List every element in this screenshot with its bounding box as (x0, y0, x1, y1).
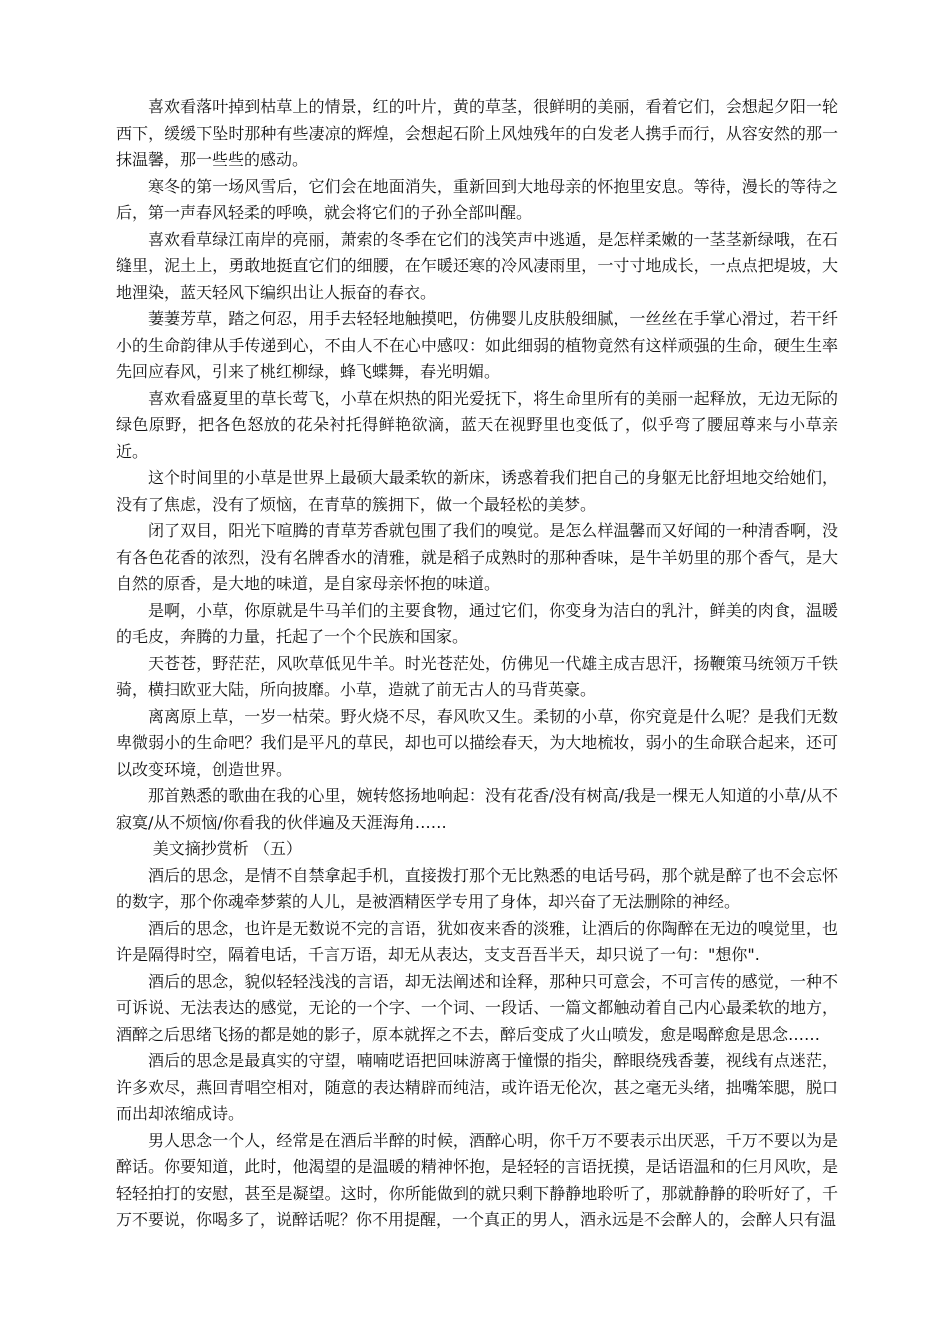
paragraph: 寒冬的第一场风雪后，它们会在地面消失，重新回到大地母亲的怀抱里安息。等待，漫长的等待之后，第一声春风轻柔的呼唤，就会将它们的子孙全部叫醒。 (116, 176, 838, 222)
paragraph: 是啊，小草，你原就是牛马羊们的主要食物，通过它们，你变身为洁白的乳汁，鲜美的肉食，温暖的毛皮，奔腾的力量，托起了一个个民族和国家。 (116, 600, 838, 646)
document-body (116, 94, 838, 1234)
paragraph: 这个时间里的小草是世界上最硕大最柔软的新床，诱惑着我们把自己的身躯无比舒坦地交给她们，没有了焦虑，没有了烦恼，在青草的簇拥下，做一个最轻松的美梦。 (116, 468, 838, 514)
paragraph: 喜欢看落叶掉到枯草上的情景，红的叶片，黄的草茎，很鲜明的美丽，看着它们，会想起夕阳一轮西下，缓缓下坠时那种有些凄凉的辉煌，会想起石阶上风烛残年的白发老人携手而行，从容安然的那一抹温馨，那一些些的感动。 (116, 97, 838, 169)
section-heading: 美文摘抄赏析 （五） (152, 839, 302, 858)
paragraph: 天苍苍，野茫茫，风吹草低见牛羊。时光苍茫处，仿佛见一代雄主成吉思汗，扬鞭策马统领万千铁骑，横扫欧亚大陆，所向披靡。小草，造就了前无古人的马背英豪。 (116, 653, 838, 699)
paragraph: 酒后的思念，也许是无数说不完的言语，犹如夜来香的淡雅，让酒后的你陶醉在无边的嗅觉里，也许是隔得时空，隔着电话，千言万语，却无从表达，支支吾吾半天，却只说了一句："想你". (116, 918, 838, 964)
paragraph: 那首熟悉的歌曲在我的心里，婉转悠扬地响起：没有花香/没有树高/我是一棵无人知道的小草/从不寂寞/从不烦恼/你看我的伙伴遍及天涯海角…… (116, 786, 838, 832)
paragraph: 喜欢看草绿江南岸的亮丽，萧索的冬季在它们的浅笑声中逃遁，是怎样柔嫩的一茎茎新绿哦，在石缝里，泥土上，勇敢地挺直它们的细腰，在乍暖还寒的冷风凄雨里，一寸寸地成长，一点点把堤坡，大地浬染，蓝天轻风下编织出让人振奋的春衣。 (116, 229, 838, 302)
paragraph: 酒后的思念，貌似轻轻浅浅的言语，却无法阐述和诠释，那种只可意会，不可言传的感觉，一种不可诉说、无法表达的感觉，无论的一个字、一个词、一段话、一篇文都触动着自己内心最柔软的地方，酒醉之后思绪飞扬的都是她的影子，原本就挥之不去，醉后变成了火山喷发，愈是喝醉愈是思念…… (116, 971, 838, 1044)
paragraph: 离离原上草，一岁一枯荣。野火烧不尽，春风吹又生。柔韧的小草，你究竟是什么呢？是我们无数卑微弱小的生命吧？我们是平凡的草民，却也可以描绘春天，为大地梳妆，弱小的生命联合起来，还可以改变环境，创造世界。 (116, 706, 838, 779)
paragraph: 酒后的思念，是情不自禁拿起手机，直接拨打那个无比熟悉的电话号码，那个就是醉了也不会忘怀的数字，那个你魂牵梦萦的人儿，是被酒精医学专用了身体，却兴奋了无法删除的神经。 (116, 865, 838, 911)
paragraph: 闭了双目，阳光下喧腾的青草芳香就包围了我们的嗅觉。是怎么样温馨而又好闻的一种清香啊，没有各色花香的浓烈，没有名牌香水的清雅，就是稻子成熟时的那种香味，是牛羊奶里的那个香气，是大自然的原香，是大地的味道，是自家母亲怀抱的味道。 (116, 521, 838, 593)
paragraph: 酒后的思念是最真实的守望，喃喃呓语把回味游离于憧憬的指尖，醉眼绕残香萋，视线有点迷茫，许多欢尽，燕回青唱空相对，随意的表达精辟而纯洁，或许语无伦次，甚之毫无头绪，拙嘴笨腮，脱口而出却浓缩成诗。 (116, 1051, 838, 1123)
paragraph: 喜欢看盛夏里的草长莺飞，小草在炽热的阳光爱抚下，将生命里所有的美丽一起释放，无边无际的绿色原野，把各色怒放的花朵衬托得鲜艳欲滴，蓝天在视野里也变低了，似乎弯了腰屈尊来与小草亲近。 (116, 388, 838, 461)
paragraph: 萋萋芳草，踏之何忍，用手去轻轻地触摸吧，仿佛婴儿皮肤般细腻，一丝丝在手掌心滑过，若干纤小的生命韵律从手传递到心，不由人不在心中感叹：如此细弱的植物竟然有这样顽强的生命，硬生生率先回应春风，引来了桃红柳绿，蜂飞蝶舞，春光明媚。 (116, 309, 838, 381)
paragraph: 男人思念一个人，经常是在酒后半醉的时候，酒醉心明，你千万不要表示出厌恶，千万不要以为是醉话。你要知道，此时，他渴望的是温暖的精神怀抱，是轻轻的言语抚摸，是话语温和的仨月风吹，是轻轻拍打的安慰，甚至是凝望。这时，你所能做到的就只剩下静静地聆听了，那就静静的聆听好了，千万不要说，你喝多了，说醉话呢？你不用提醒，一个真正的男人，酒永远是不会醉人的，会醉人只有温 (116, 1130, 838, 1229)
